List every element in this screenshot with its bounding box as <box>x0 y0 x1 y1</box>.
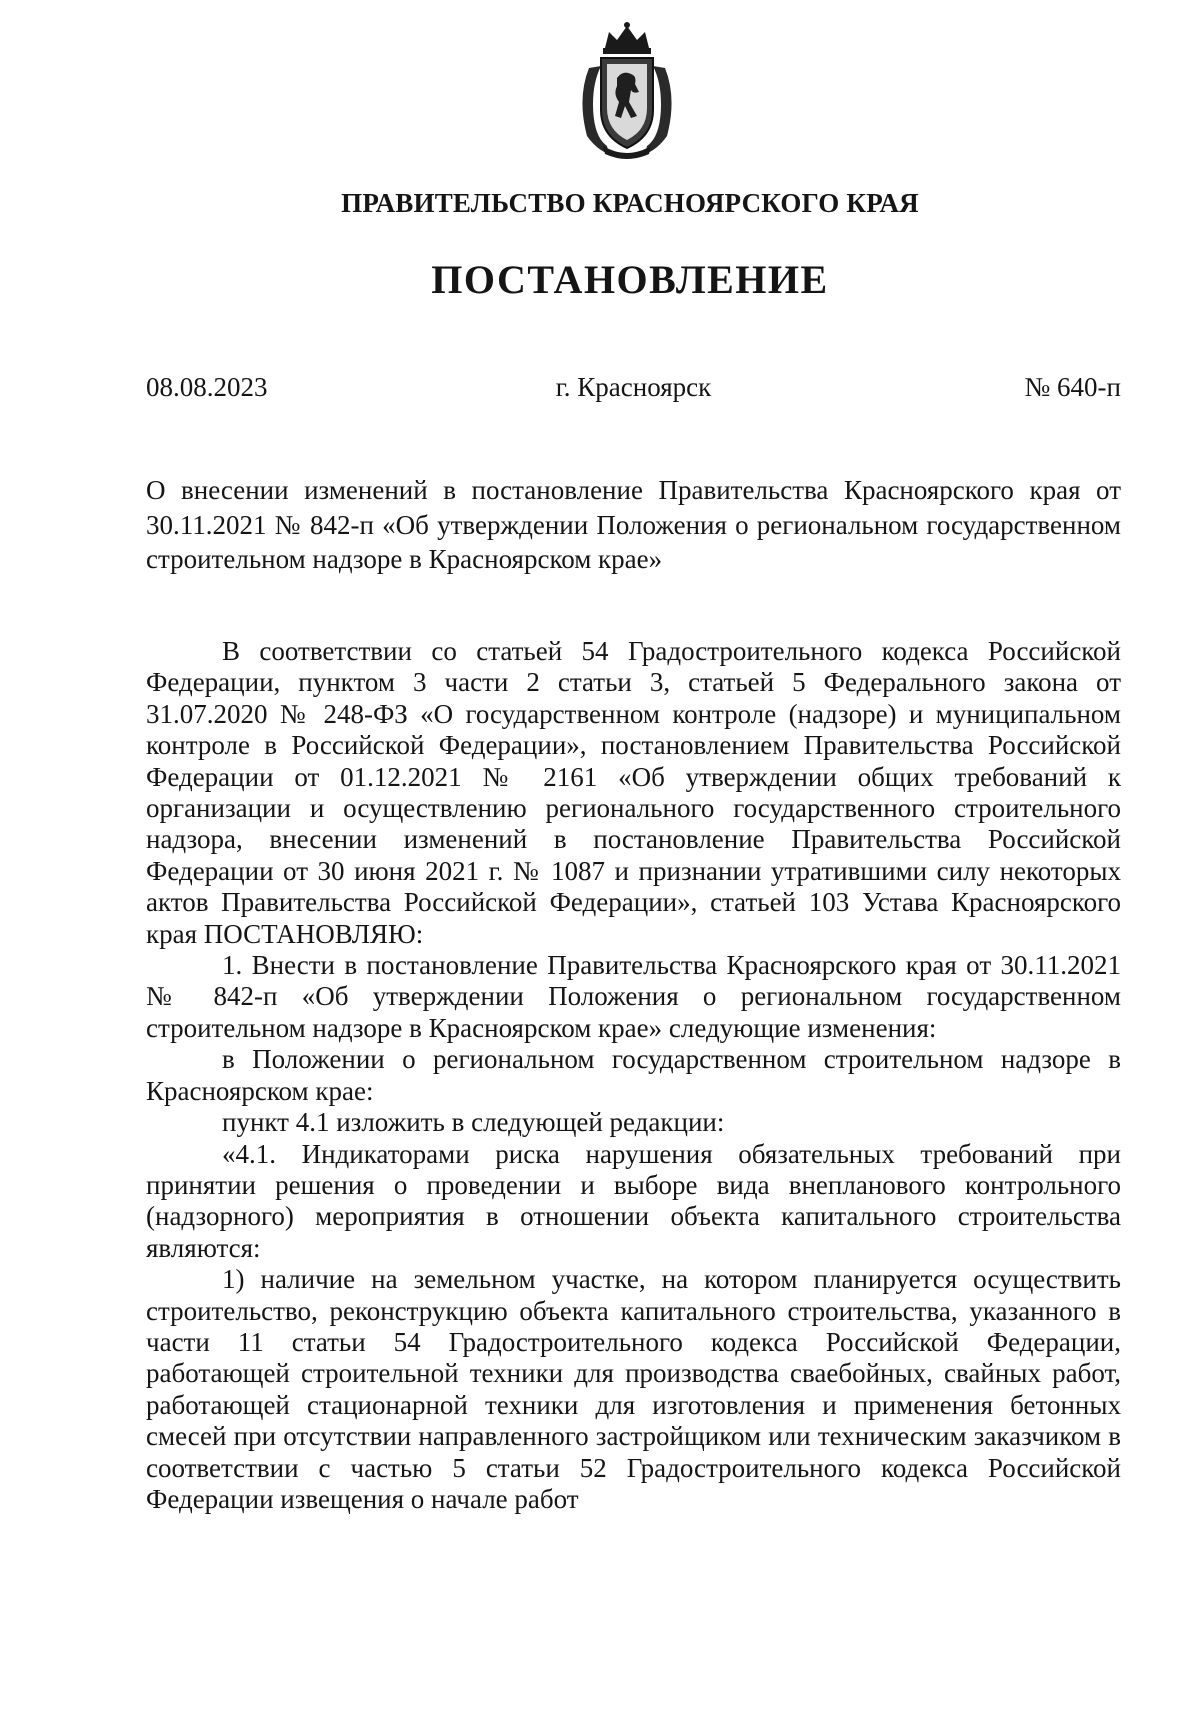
body-paragraph: 1) наличие на земельном участке, на котором планируется осуществить строительство, реконструкцию объекта капитального строительства, указанного в части 11 статьи 54 Градостроительного кодекса Российской Федерации, работающей строительной техники для производства сваебойных, свайных работ, работающей стационарной техники для изготовления и применения бетонных смесей при отсутствии направленного застройщиком или техническим заказчиком в соответствии с частью 5 статьи 52 Градостроительного кодекса Российской Федерации извещения о начале работ <box>146 1264 1121 1514</box>
document-city: г. Красноярск <box>555 372 712 402</box>
document-meta <box>146 372 1121 408</box>
document-number: № 640-п <box>1024 372 1121 402</box>
document-date: 08.08.2023 <box>146 372 268 402</box>
body-paragraph: пункт 4.1 изложить в следующей редакции: <box>222 1107 725 1138</box>
document-body <box>146 636 1121 1515</box>
document-title: О внесении изменений в постановление Правительства Красноярского края от 30.11.2021 № 842-п «Об утверждении Положения о региональном государственном строительном надзоре в Красноярском крае» <box>146 475 1121 575</box>
organization-name: ПРАВИТЕЛЬСТВО КРАСНОЯРСКОГО КРАЯ <box>341 188 919 218</box>
body-paragraph: «4.1. Индикаторами риска нарушения обязательных требований при принятии решения о проведении и выборе вида внепланового контрольного (надзорного) мероприятия в отношении объекта капитального строительства являются: <box>146 1138 1121 1263</box>
coat-of-arms-emblem <box>567 18 687 160</box>
body-paragraph: 1. Внести в постановление Правительства Красноярского края от 30.11.2021 № 842-п «Об утверждении Положения о региональном государственном строительном надзоре в Красноярском крае» следующие изменения: <box>146 950 1121 1043</box>
body-paragraph: в Положении о региональном государственном строительном надзоре в Красноярском крае: <box>146 1044 1121 1106</box>
document-type: ПОСТАНОВЛЕНИЕ <box>431 257 829 302</box>
body-paragraph: В соответствии со статьей 54 Градостроительного кодекса Российской Федерации, пунктом 3 части 2 статьи 3, статьей 5 Федерального закона от 31.07.2020 № 248-ФЗ «О государственном контроле (надзоре) и муниципальном контроле в Российской Федерации», постановлением Правительства Российской Федерации от 01.12.2021 № 2161 «Об утверждении общих требований к организации и осуществлению регионального государственного строительного надзора, внесении изменений в постановление Правительства Российской Федерации от 30 июня 2021 г. № 1087 и признании утратившими силу некоторых актов Правительства Российской Федерации», статьей 103 Устава Красноярского края ПОСТАНОВЛЯЮ: <box>146 636 1121 949</box>
